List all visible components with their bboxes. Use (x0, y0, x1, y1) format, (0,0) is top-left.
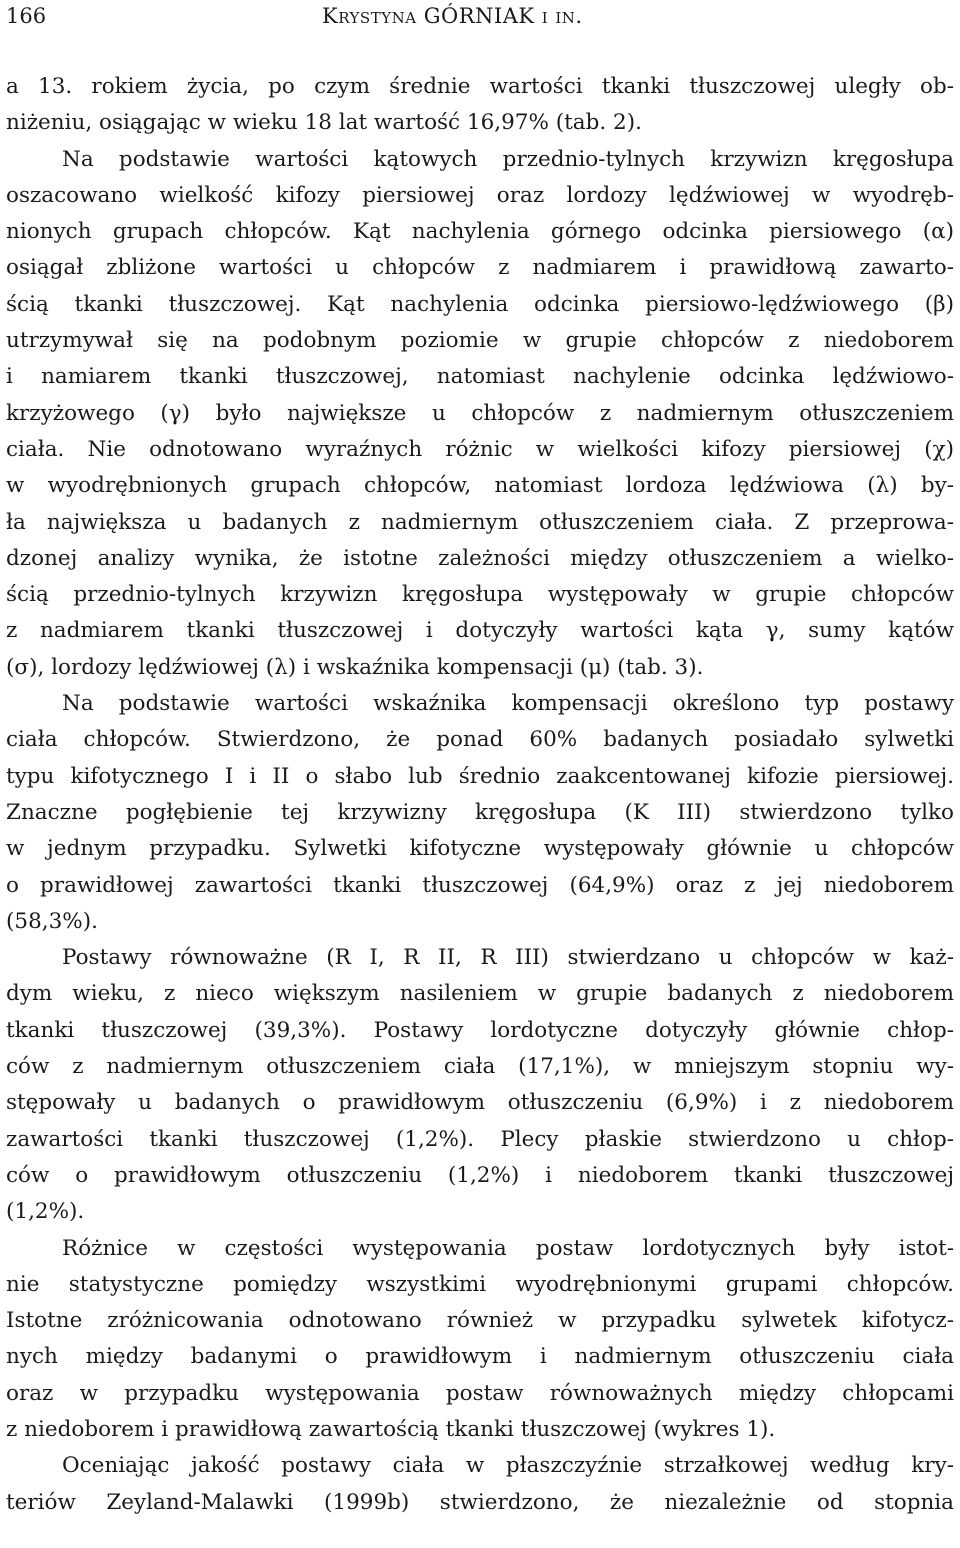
text-line: niżeniu, osiągając w wieku 18 lat wartość 16,97% (tab. 2). (6, 110, 642, 136)
text-line: utrzymywał się na podobnym poziomie w grupie chłopców z niedoborem (6, 328, 954, 354)
text-line: Oceniając jakość postawy ciała w płaszczyźnie strzałkowej według kry- (62, 1453, 954, 1479)
text-line: ciała chłopców. Stwierdzono, że ponad 60% badanych posiadało sylwetki (6, 727, 954, 753)
text-line: nie statystyczne pomiędzy wszystkimi wyodrębnionymi grupami chłopców. (6, 1271, 954, 1297)
text-line: z nadmiarem tkanki tłuszczowej i dotyczyły wartości kąta γ, sumy kątów (6, 618, 954, 644)
text-line: Znaczne pogłębienie tej krzywizny kręgosłupa (K III) stwierdzono tylko (6, 799, 954, 825)
text-line: a 13. rokiem życia, po czym średnie wartości tkanki tłuszczowej uległy ob- (6, 74, 954, 99)
text-line: krzyżowego (γ) było największe u chłopców z nadmiernym otłuszczeniem (6, 400, 954, 426)
text-line: Postawy równoważne (R I, R II, R III) stwierdzano u chłopców w każ- (62, 945, 954, 971)
text-line: (σ), lordozy lędźwiowej (λ) i wskaźnika kompensacji (μ) (tab. 3). (6, 654, 704, 680)
text-line: w wyodrębnionych grupach chłopców, natomiast lordoza lędźwiowa (λ) by- (6, 473, 954, 499)
page-number: 166 (6, 4, 47, 28)
text-line: Na podstawie wartości kątowych przednio-tylnych krzywizn kręgosłupa (62, 146, 954, 172)
author-line: Krystyna GÓRNIAK i in. (322, 4, 583, 28)
text-line: ciała. Nie odnotowano wyraźnych różnic w wielkości kifozy piersiowej (χ) (6, 436, 954, 462)
text-line: (58,3%). (6, 908, 98, 934)
text-line: tkanki tłuszczowej (39,3%). Postawy lordotyczne dotyczyły głównie chłop- (6, 1017, 954, 1043)
text-line: oszacowano wielkość kifozy piersiowej oraz lordozy lędźwiowej w wyodręb- (6, 182, 954, 208)
text-line: typu kifotycznego I i II o słabo lub średnio zaakcentowanej kifozie piersiowej. (6, 763, 954, 789)
text-line: ścią przednio-tylnych krzywizn kręgosłupa występowały w grupie chłopców (6, 582, 954, 608)
text-line: nych między badanymi o prawidłowym i nadmiernym otłuszczeniu ciała (6, 1344, 954, 1370)
text-line: ców o prawidłowym otłuszczeniu (1,2%) i niedoborem tkanki tłuszczowej (6, 1162, 954, 1188)
text-line: oraz w przypadku występowania postaw równoważnych między chłopcami (6, 1380, 954, 1406)
text-line: zawartości tkanki tłuszczowej (1,2%). Plecy płaskie stwierdzono u chłop- (6, 1126, 954, 1152)
text-line: teriów Zeyland-Malawki (1999b) stwierdzono, że niezależnie od stopnia (6, 1489, 954, 1515)
text-line: dzonej analizy wynika, że istotne zależności między otłuszczeniem a wielko- (6, 545, 954, 571)
text-line: Na podstawie wartości wskaźnika kompensacji określono typ postawy (62, 691, 954, 717)
text-line: (1,2%). (6, 1199, 85, 1225)
running-header (6, 4, 954, 28)
text-line: o prawidłowej zawartości tkanki tłuszczowej (64,9%) oraz z jej niedoborem (6, 872, 954, 898)
text-line: stępowały u badanych o prawidłowym otłuszczeniu (6,9%) i z niedoborem (6, 1090, 954, 1116)
text-line: Istotne zróżnicowania odnotowano również w przypadku sylwetek kifotycz- (6, 1308, 954, 1334)
text-line: dym wieku, z nieco większym nasileniem w grupie badanych z niedoborem (6, 981, 954, 1007)
text-line: osiągał zbliżone wartości u chłopców z nadmiarem i prawidłową zawarto- (6, 255, 954, 281)
text-line: w jednym przypadku. Sylwetki kifotyczne występowały głównie u chłopców (6, 836, 954, 862)
text-line: i namiarem tkanki tłuszczowej, natomiast nachylenie odcinka lędźwiowo- (6, 364, 954, 390)
text-line: nionych grupach chłopców. Kąt nachylenia górnego odcinka piersiowego (α) (6, 219, 954, 245)
body-text (6, 69, 954, 1521)
text-line: ców z nadmiernym otłuszczeniem ciała (17,1%), w mniejszym stopniu wy- (6, 1054, 954, 1080)
text-line: ła największa u badanych z nadmiernym otłuszczeniem ciała. Z przeprowa- (6, 509, 954, 535)
text-line: Różnice w częstości występowania postaw lordotycznych były istot- (62, 1235, 954, 1261)
text-line: ścią tkanki tłuszczowej. Kąt nachylenia odcinka piersiowo-lędźwiowego (β) (6, 291, 954, 317)
text-line: z niedoborem i prawidłową zawartością tkanki tłuszczowej (wykres 1). (6, 1416, 776, 1442)
